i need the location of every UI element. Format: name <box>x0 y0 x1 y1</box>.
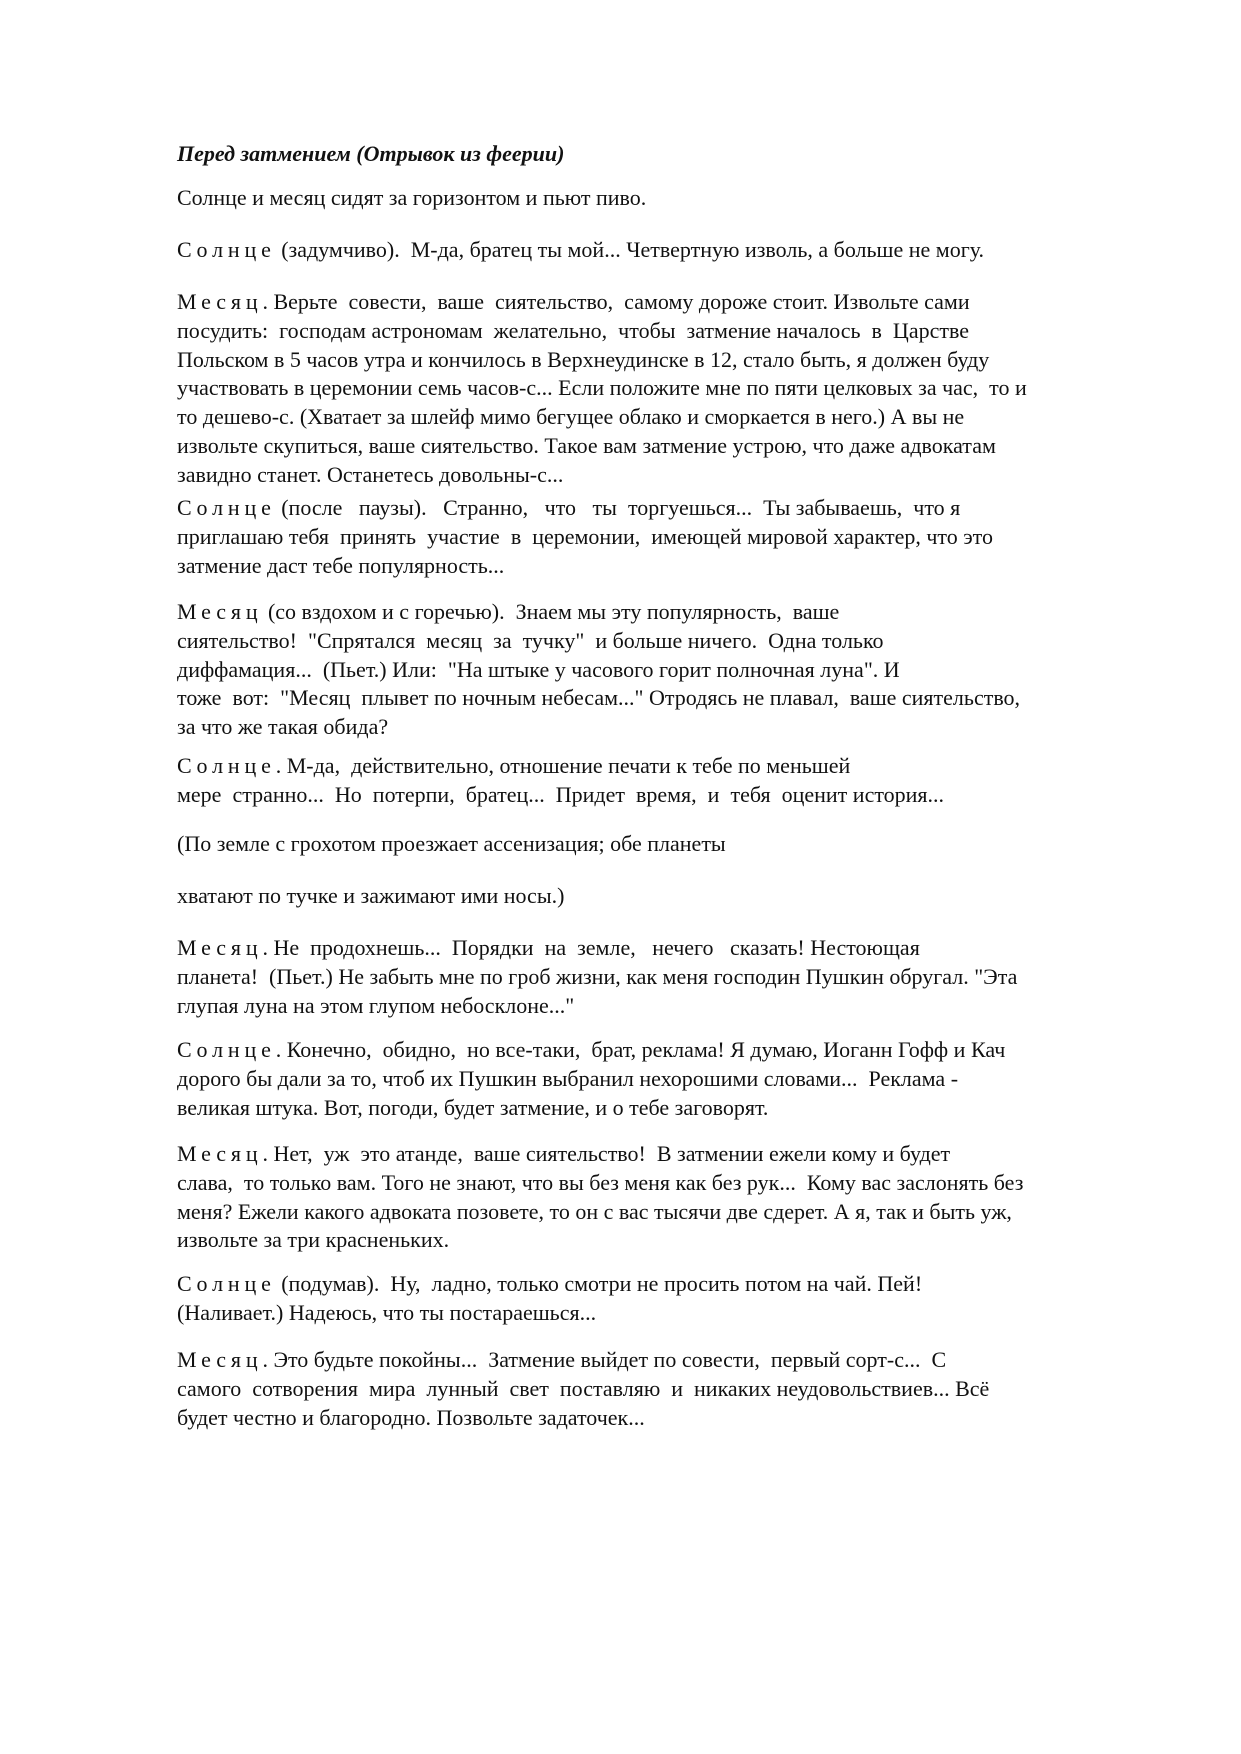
text-line <box>177 684 1157 713</box>
paragraph <box>177 934 1157 1020</box>
line-text: . М-да, действительно, отношение печати к тебе по меньшей <box>275 753 851 778</box>
paragraph <box>177 494 1157 580</box>
line-text: . Конечно, обидно, но все-таки, брат, реклама! Я думаю, Иоганн Гофф и Кач <box>275 1037 1006 1062</box>
line-text: мере странно... Но потерпи, братец... Придет время, и тебя оценит история... <box>177 781 945 807</box>
line-text: то дешево-с. (Хватает за шлейф мимо бегущее облако и сморкается в него.) А вы не <box>177 404 965 430</box>
text-line <box>177 830 1157 859</box>
line-text: . Верьте совести, ваше сиятельство, самому дороже стоит. Извольте сами <box>262 289 970 314</box>
line-text: . Не продохнешь... Порядки на земле, нечего сказать! Нестоющая <box>262 935 920 960</box>
line-text: планета! (Пьет.) Не забыть мне по гроб жизни, как меня господин Пушкин обругал. "Эта <box>177 963 1018 989</box>
text-line <box>177 598 1157 627</box>
text-line <box>177 963 1157 992</box>
line-text: диффамация... (Пьет.) Или: "На штыке у часового горит полночная луна". И <box>177 656 900 682</box>
line-text: . Это будьте покойны... Затмение выйдет по совести, первый сорт-с... С <box>262 1347 947 1372</box>
text-line <box>177 752 1157 781</box>
text-line <box>177 403 1157 432</box>
line-text: хватают по тучке и зажимают ими носы.) <box>177 883 565 908</box>
paragraph <box>177 184 1157 213</box>
line-text: . Нет, уж это атанде, ваше сиятельство! В затмении ежели кому и будет <box>262 1141 951 1166</box>
paragraph <box>177 1036 1157 1122</box>
line-text: за что же такая обида? <box>177 714 389 740</box>
line-text: (после паузы). Странно, что ты торгуешься... Ты забываешь, что я <box>275 495 961 520</box>
text-line <box>177 656 1157 685</box>
speaker-name: Солнце <box>177 237 276 262</box>
speaker-name: Месяц <box>177 935 263 960</box>
text-line <box>177 992 1157 1021</box>
speaker-name: Месяц <box>177 1347 263 1372</box>
text-line <box>177 346 1157 375</box>
paragraph <box>177 882 1157 911</box>
speaker-name: Месяц <box>177 289 263 314</box>
text-line <box>177 184 1157 213</box>
speaker-name: Солнце <box>177 1271 276 1296</box>
text-line <box>177 627 1157 656</box>
line-text: дорого бы дали за то, чтоб их Пушкин выбранил нехорошими словами... Реклама - <box>177 1065 959 1091</box>
text-line <box>177 1375 1157 1404</box>
text-line <box>177 1226 1157 1255</box>
text-line <box>177 781 1157 810</box>
text-line <box>177 1404 1157 1433</box>
line-text: извольте за три красненьких. <box>177 1227 450 1253</box>
text-line <box>177 432 1157 461</box>
text-line <box>177 1270 1157 1299</box>
text-line <box>177 1169 1157 1198</box>
document-title: Перед затмением (Отрывок из феерии) <box>177 141 565 166</box>
line-text: извольте скупиться, ваше сиятельство. Такое вам затмение устрою, что даже адвокатам <box>177 432 996 458</box>
text-line <box>177 461 1157 490</box>
line-text: (со вздохом и с горечью). Знаем мы эту популярность, ваше <box>262 599 840 624</box>
line-text: великая штука. Вот, погоди, будет затмение, и о тебе заговорят. <box>177 1094 769 1120</box>
paragraph <box>177 830 1157 859</box>
line-text: самого сотворения мира лунный свет поставляю и никаких неудовольствиев... Всё <box>177 1375 990 1401</box>
text-line <box>177 1346 1157 1375</box>
line-text: участвовать в церемонии семь часов-с... Если положите мне по пяти целковых за час, то и <box>177 375 1027 401</box>
line-text: слава, то только вам. Того не знают, что вы без меня как без рук... Кому вас заслонять без <box>177 1169 1024 1195</box>
line-text: приглашаю тебя принять участие в церемонии, имеющей мировой характер, что это <box>177 523 993 549</box>
text-line <box>177 934 1157 963</box>
text-line <box>177 317 1157 346</box>
line-text: (По земле с грохотом проезжает ассенизация; обе планеты <box>177 831 726 856</box>
text-line <box>177 288 1157 317</box>
text-line <box>177 1140 1157 1169</box>
paragraph <box>177 1140 1157 1255</box>
speaker-name: Солнце <box>177 753 276 778</box>
text-line <box>177 713 1157 742</box>
line-text: (задумчиво). М-да, братец ты мой... Четвертную изволь, а больше не могу. <box>275 237 985 262</box>
text-line <box>177 494 1157 523</box>
line-text: глупая луна на этом глупом небосклоне..." <box>177 992 575 1018</box>
text-line <box>177 523 1157 552</box>
text-line <box>177 374 1157 403</box>
line-text: Солнце и месяц сидят за горизонтом и пьют пиво. <box>177 185 647 210</box>
speaker-name: Солнце <box>177 495 276 520</box>
line-text: посудить: господам астрономам желательно, чтобы затмение началось в Царстве <box>177 317 969 343</box>
paragraph <box>177 1346 1157 1432</box>
text-line <box>177 236 1157 265</box>
speaker-name: Солнце <box>177 1037 276 1062</box>
speaker-name: Месяц <box>177 1141 263 1166</box>
line-text: будет честно и благородно. Позвольте задаточек... <box>177 1404 645 1430</box>
line-text: тоже вот: "Месяц плывет по ночным небесам..." Отродясь не плавал, ваше сиятельство, <box>177 685 1021 711</box>
text-line <box>177 1065 1157 1094</box>
line-text: затмение даст тебе популярность... <box>177 552 505 578</box>
text-line <box>177 1299 1157 1328</box>
line-text: (подумав). Ну, ладно, только смотри не просить потом на чай. Пей! <box>275 1271 923 1296</box>
line-text: меня? Ежели какого адвоката позовете, то он с вас тысячи две сдерет. А я, так и быть уж, <box>177 1198 1012 1224</box>
paragraph <box>177 598 1157 742</box>
line-text: сиятельство! "Спрятался месяц за тучку" и больше ничего. Одна только <box>177 627 884 653</box>
speaker-name: Месяц <box>177 599 263 624</box>
paragraph <box>177 288 1157 490</box>
text-line <box>177 552 1157 581</box>
line-text: завидно станет. Останетесь довольны-с... <box>177 461 564 487</box>
paragraph <box>177 236 1157 265</box>
line-text: (Наливает.) Надеюсь, что ты постараешься... <box>177 1299 597 1325</box>
text-line <box>177 1198 1157 1227</box>
paragraph <box>177 1270 1157 1328</box>
line-text: Польском в 5 часов утра и кончилось в Верхнеудинске в 12, стало быть, я должен буду <box>177 346 990 372</box>
text-line <box>177 1094 1157 1123</box>
paragraph <box>177 752 1157 810</box>
text-line <box>177 1036 1157 1065</box>
text-line <box>177 882 1157 911</box>
